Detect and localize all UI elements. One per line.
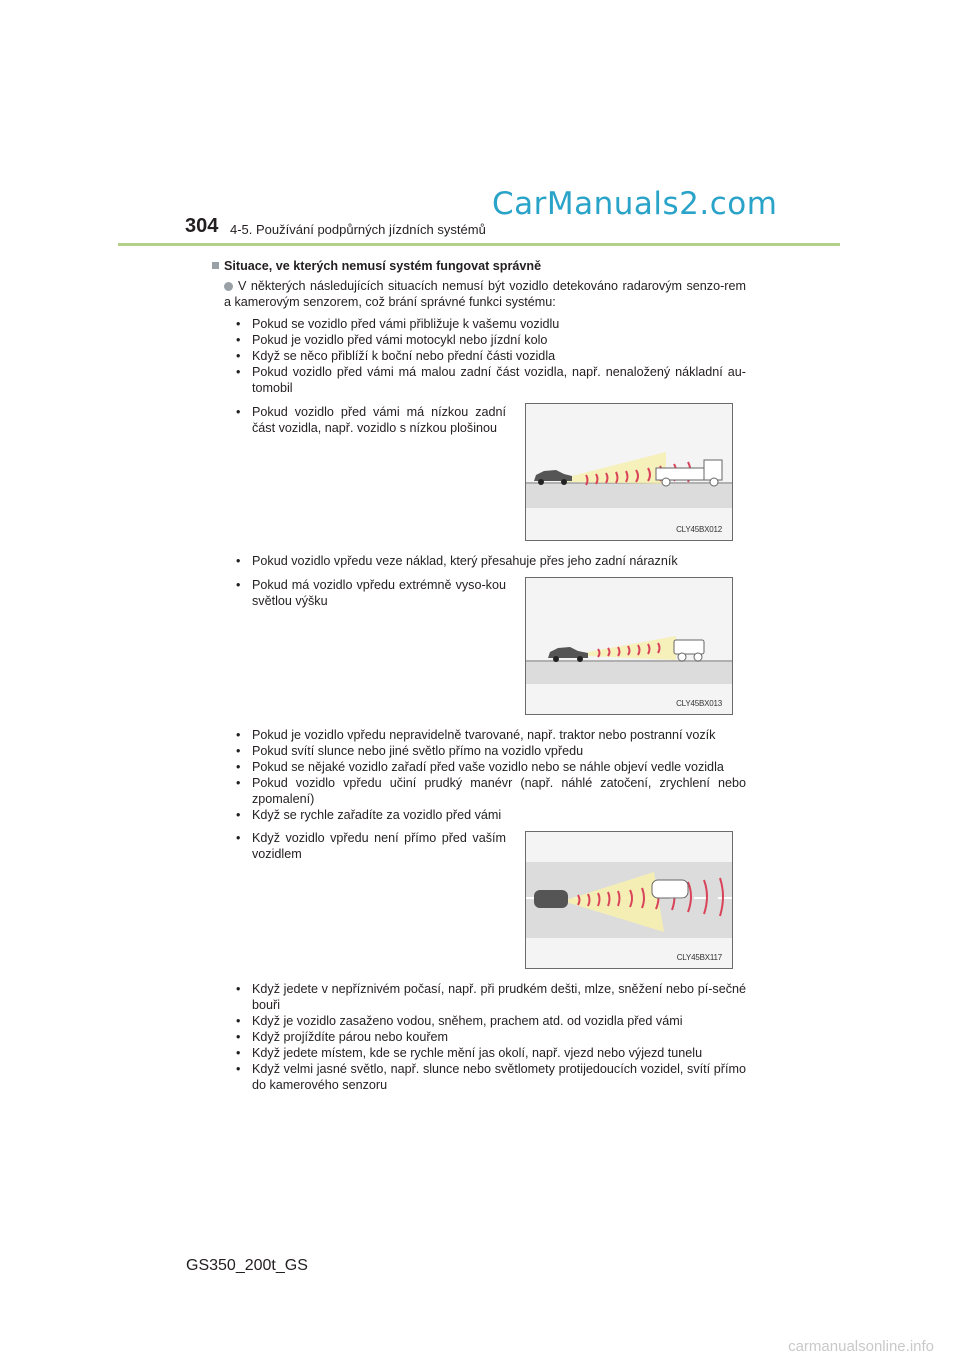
list-item: • Pokud vozidlo před vámi má malou zadní část vozidla, např. nenaložený nákladní au-tomobil (236, 365, 746, 395)
page-number: 304 (185, 215, 219, 237)
figure-code: CLY45BX012 (676, 525, 722, 534)
illustration-low-platform (526, 404, 732, 540)
list-item: • Pokud se vozidlo před vámi přibližuje k vašemu vozidlu (236, 317, 560, 331)
site-watermark: carmanualsonline.info (788, 1338, 934, 1355)
list-item: • Pokud vozidlo vpředu učiní prudký manévr (např. náhlé zatočení, zrychlení nebo zpomalení) (236, 776, 746, 806)
illustration-high-clearance (526, 578, 732, 714)
figure-high-clearance-vehicle (525, 577, 733, 715)
figure-code: CLY45BX117 (676, 953, 722, 962)
list-item: • Když jedete místem, kde se rychle mění jas okolí, např. vjezd nebo výjezd tunelu (236, 1046, 703, 1060)
model-footer: GS350_200t_GS (186, 1257, 308, 1274)
figure-low-platform-vehicle (525, 403, 733, 541)
subsection-heading-text: Situace, ve kterých nemusí systém fungovat správně (224, 259, 542, 273)
list-item: • Pokud je vozidlo vpředu nepravidelně tvarované, např. traktor nebo postranní vozík (236, 728, 716, 742)
list-item: • Pokud se nějaké vozidlo zařadí před vaše vozidlo nebo se náhle objeví vedle vozidla (236, 760, 724, 774)
list-item: • Když je vozidlo zasaženo vodou, sněhem, prachem atd. od vozidla před vámi (236, 1014, 683, 1028)
subsection-heading (212, 258, 541, 274)
header-rule (118, 243, 840, 246)
list-item: • Pokud svítí slunce nebo jiné světlo přímo na vozidlo vpředu (236, 744, 584, 758)
suv-icon (674, 640, 704, 661)
overhang-item: • Pokud vozidlo vpředu veze náklad, který přesahuje přes jeho zadní nárazník (236, 554, 678, 568)
list-item: • Když velmi jasné světlo, např. slunce nebo světlomety protijedoucích vozidel, svítí přímo do kamerového senzoru (236, 1062, 746, 1092)
list-1 (236, 316, 746, 396)
fig3-caption-text: • Když vozidlo vpředu není přímo před vaším vozidlem (236, 831, 506, 861)
list-3 (236, 981, 746, 1093)
list-item: • Pokud je vozidlo před vámi motocykl nebo jízdní kolo (236, 333, 548, 347)
section-title: 4-5. Používání podpůrných jízdních systémů (230, 222, 486, 237)
fig1-caption-text: • Pokud vozidlo před vámi má nízkou zadní část vozidla, např. vozidlo s nízkou plošinou (236, 405, 506, 435)
figure-code: CLY45BX013 (676, 699, 722, 708)
square-bullet-icon (212, 262, 219, 269)
car-icon (534, 890, 568, 908)
illustration-offset (526, 832, 732, 968)
intro-paragraph (224, 278, 746, 310)
intro-text: V některých následujících situacích nemusí být vozidlo detekováno radarovým senzo-rem a kamerovým senzorem, což brání správné funkci systému: (224, 279, 746, 309)
circle-bullet-icon (224, 282, 233, 291)
watermark-logo: CarManuals2.com (492, 186, 778, 222)
figure-offset-vehicle (525, 831, 733, 969)
list-item: • Když jedete v nepříznivém počasí, např. při prudkém dešti, mlze, sněžení nebo pí-sečné bouři (236, 982, 746, 1012)
list-item: • Když projíždíte párou nebo kouřem (236, 1030, 449, 1044)
fig2-caption-text: • Pokud má vozidlo vpředu extrémně vyso-kou světlou výšku (236, 578, 506, 608)
list-item: • Když se něco přiblíží k boční nebo přední části vozidla (236, 349, 556, 363)
list-item: • Když se rychle zařadíte za vozidlo před vámi (236, 808, 502, 822)
list-2 (236, 727, 746, 823)
car-icon (548, 647, 588, 662)
lead-car-icon (652, 880, 688, 898)
